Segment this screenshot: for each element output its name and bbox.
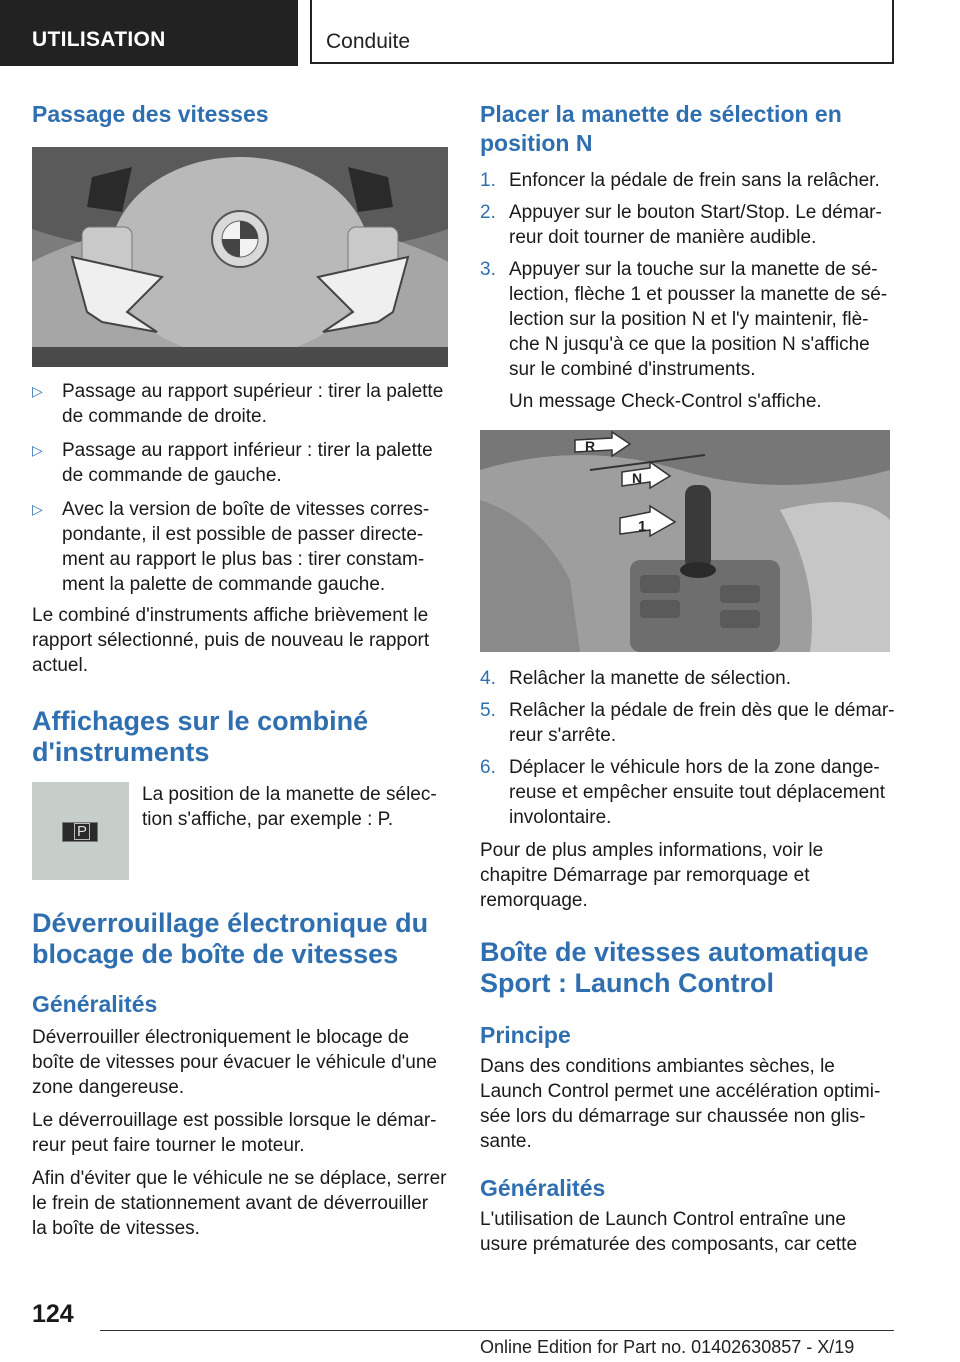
triangle-bullet-icon: ▷ — [32, 501, 43, 517]
heading-affichages: Affichages sur le combiné d'instruments — [32, 706, 369, 767]
display-image — [32, 782, 129, 880]
paragraph: Dans des conditions ambiantes sèches, le Launch Control permet une accélération optimi-sée lors du démarrage sur chaussée non glis-sante. — [480, 1056, 881, 1152]
heading-launch-control: Boîte de vitesses automatique Sport : Launch Control — [480, 937, 869, 998]
list-item: 6. Déplacer le véhicule hors de la zone dange-reuse et empêcher ensuite tout déplacement involontaire. — [480, 757, 886, 828]
paragraph: L'utilisation de Launch Control entraîne une usure prématurée des composants, car cette — [480, 1209, 858, 1255]
display-example — [32, 782, 448, 882]
heading-generalites-2: Généralités — [480, 1175, 606, 1201]
steering-wheel-illustration — [32, 147, 448, 367]
paragraph: Le combiné d'instruments affiche brièvement le rapport sélectionné, puis de nouveau le rapport actuel. — [32, 605, 430, 676]
heading-generalites: Généralités — [32, 991, 158, 1017]
heading-passage-vitesses: Passage des vitesses — [32, 101, 269, 127]
list-item: ▷ Passage au rapport inférieur : tirer la palette de commande de gauche. — [32, 440, 433, 486]
display-caption: La position de la manette de sélec-tion s'affiche, par exemple : P. — [142, 784, 437, 830]
heading-deverrouillage: Déverrouillage électronique du blocage de boîte de vitesses — [32, 908, 429, 969]
list-item: ▷ Passage au rapport supérieur : tirer la palette de commande de droite. — [32, 381, 444, 427]
list-item: 3. Appuyer sur la touche sur la manette de sé-lection, flèche 1 et pousser la manette de sé-lection sur la position N et l'y maintenir, flè-che N jusqu'à ce que la position N s'affiche sur le combiné d'instruments. — [480, 259, 888, 380]
list-item: 4. Relâcher la manette de sélection. — [480, 668, 791, 689]
gear-selector-image — [480, 430, 890, 652]
paragraph: Afin d'éviter que le véhicule ne se déplace, serrer le frein de stationnement avant de déverrouiller la boîte de vitesses. — [32, 1168, 447, 1239]
paragraph: Pour de plus amples informations, voir le chapitre Démarrage par remorquage et remorquage. — [480, 840, 824, 911]
chapter-title: Conduite — [326, 30, 411, 53]
arrow-label-r: R — [585, 438, 596, 454]
section-title: UTILISATION — [32, 28, 166, 51]
triangle-bullet-icon: ▷ — [32, 442, 43, 458]
gear-indicator-p: P — [62, 822, 98, 842]
list-item: 1. Enfoncer la pédale de frein sans la relâcher. — [480, 170, 880, 191]
step-note: Un message Check-Control s'affiche. — [509, 391, 822, 412]
chapter-tab — [310, 0, 894, 64]
paragraph: Déverrouiller électroniquement le blocage de boîte de vitesses pour évacuer le véhicule d'une zone dangereuse. — [32, 1027, 437, 1098]
arrow-label-n: N — [632, 470, 643, 486]
heading-principe: Principe — [480, 1022, 571, 1048]
gear-selector-illustration — [480, 430, 890, 652]
list-item: 2. Appuyer sur le bouton Start/Stop. Le démar-reur doit tourner de manière audible. — [480, 202, 882, 248]
paragraph: Le déverrouillage est possible lorsque le démar-reur peut faire tourner le moteur. — [32, 1110, 437, 1156]
list-item: ▷ Avec la version de boîte de vitesses corres-pondante, il est possible de passer directe-ment au rapport le plus bas : tirer constam-ment la palette de commande gauche. — [32, 499, 430, 595]
right-column — [480, 100, 896, 1257]
steering-wheel-image — [32, 147, 448, 367]
section-tab — [0, 0, 298, 66]
arrow-label-1: 1 — [638, 518, 647, 535]
triangle-bullet-icon: ▷ — [32, 383, 43, 399]
edition-label: Online Edition for Part no. 01402630857 - X/19 — [480, 1337, 855, 1357]
footer-divider — [100, 1330, 894, 1331]
page-number: 124 — [32, 1300, 74, 1328]
list-item: 5. Relâcher la pédale de frein dès que le démar-reur s'arrête. — [480, 700, 895, 746]
heading-placer-manette: Placer la manette de sélection en position N — [480, 101, 842, 156]
left-column — [32, 100, 448, 1241]
